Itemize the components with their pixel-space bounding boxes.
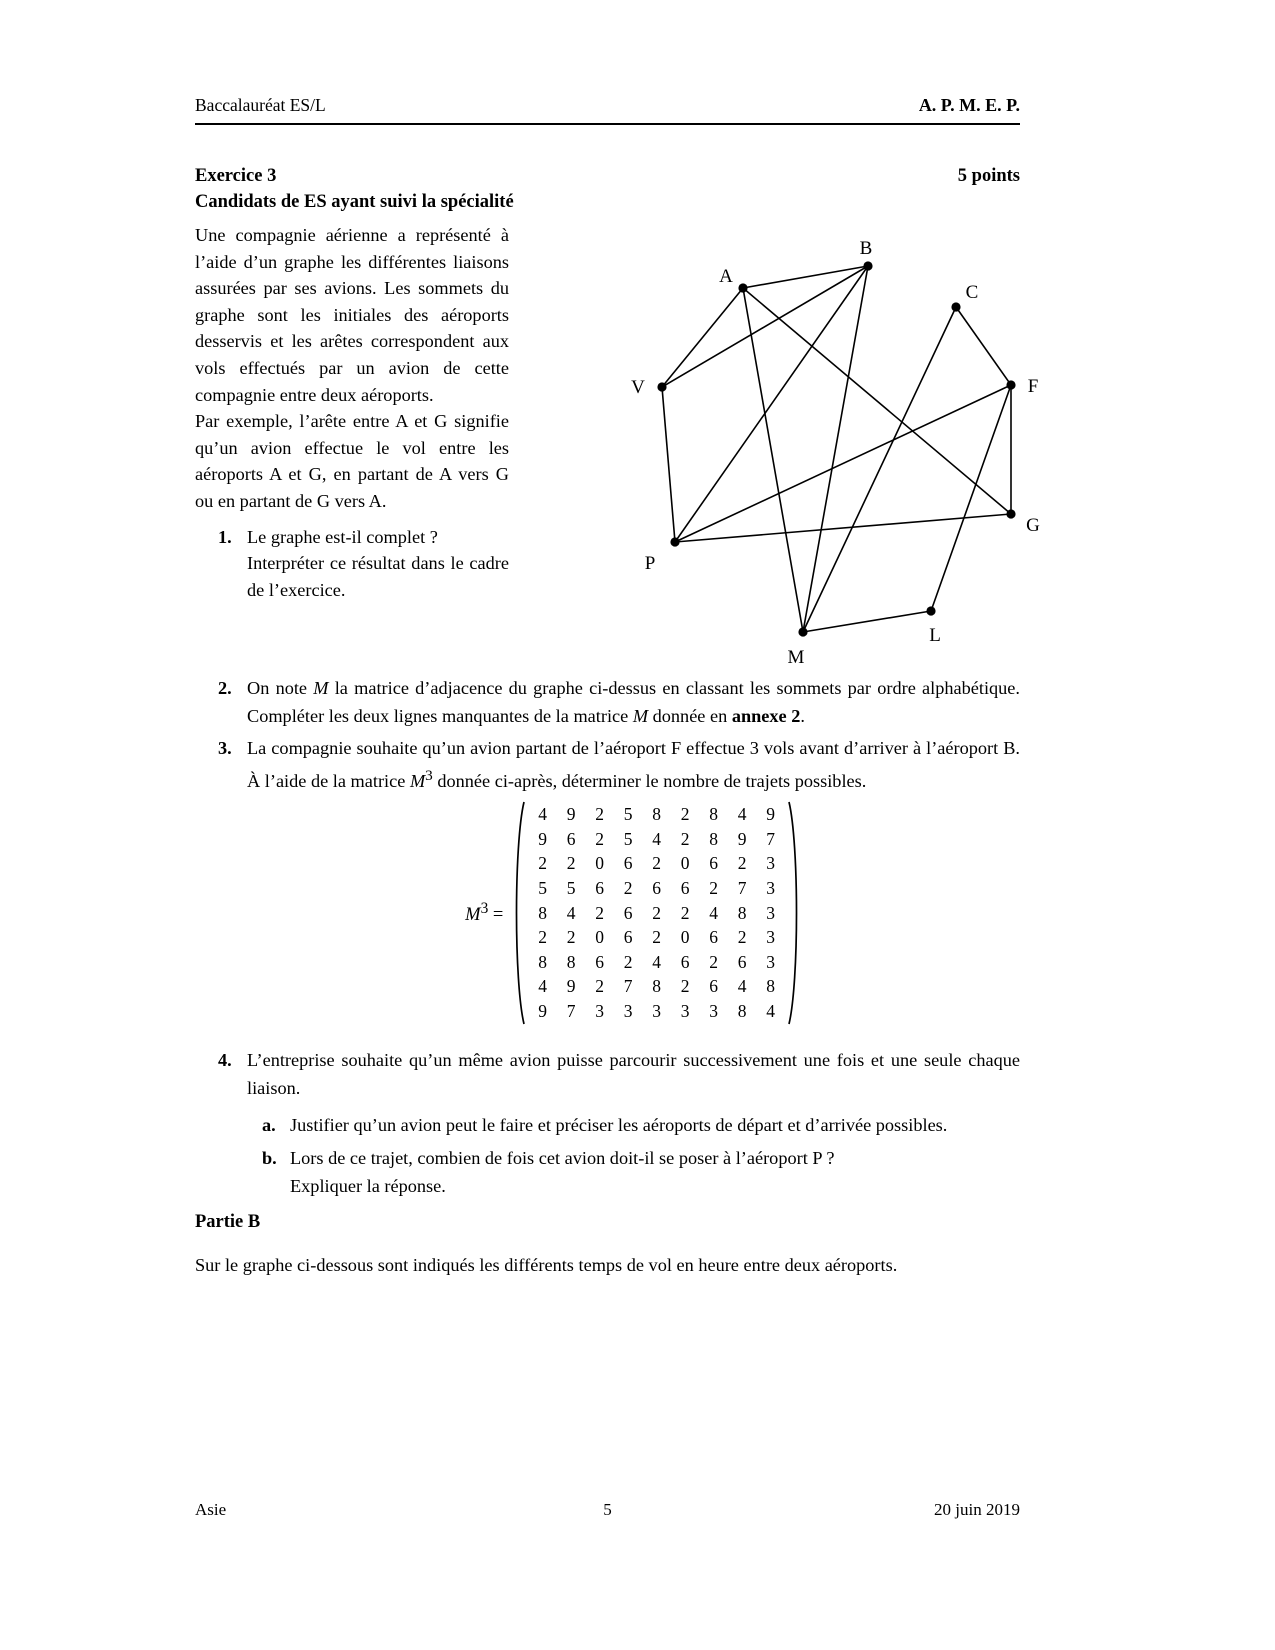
- matrix-cell-r5-c1: 8: [538, 902, 547, 923]
- matrix-cell-r1-c4: 5: [623, 804, 633, 825]
- graph-edge-F-L: [931, 385, 1011, 611]
- graph-vertex-label-B: B: [859, 238, 873, 259]
- question-4b-number: b.: [262, 1148, 277, 1168]
- intro-section: [195, 222, 1040, 692]
- matrix-cell-r3-c6: 0: [680, 853, 690, 874]
- matrix-m3-block: [221, 798, 1046, 1028]
- graph-vertex-label-F: F: [1027, 376, 1039, 397]
- matrix-cell-r2-c5: 4: [652, 828, 661, 849]
- matrix-cell-r6-c5: 2: [652, 927, 661, 948]
- matrix-cell-r7-c7: 2: [709, 951, 718, 972]
- matrix-cell-r8-c6: 2: [680, 976, 690, 997]
- question-3: [195, 734, 1025, 795]
- exercise-subtitle: Candidats de ES ayant suivi la spécialité: [195, 192, 514, 212]
- graph-edge-A-M: [743, 288, 803, 632]
- question-4a-number: a.: [262, 1115, 276, 1135]
- matrix-cell-r3-c5: 2: [652, 853, 661, 874]
- matrix-cell-r4-c8: 7: [737, 877, 747, 898]
- question-1: [195, 524, 509, 604]
- graph-vertex-F: [1006, 380, 1015, 389]
- matrix-cell-r6-c2: 2: [566, 927, 576, 948]
- page-footer: [195, 1500, 1020, 1520]
- graph-vertex-label-C: C: [965, 282, 979, 303]
- matrix-cell-r8-c1: 4: [538, 976, 547, 997]
- matrix-cell-r1-c1: 4: [538, 804, 547, 825]
- matrix-cell-r4-c7: 2: [709, 877, 718, 898]
- matrix-cell-r5-c4: 6: [623, 902, 633, 923]
- exercise-points: 5 points: [957, 166, 1020, 186]
- graph-vertex-A: [738, 283, 747, 292]
- graph-vertex-M: [798, 627, 807, 636]
- matrix-cell-r2-c6: 2: [680, 828, 690, 849]
- graph-vertex-label-G: G: [1026, 515, 1040, 536]
- matrix-cell-r9-c4: 3: [623, 1000, 633, 1021]
- matrix-cell-r8-c8: 4: [737, 976, 747, 997]
- graph-edge-C-M: [803, 307, 956, 632]
- question-3-number: 3.: [218, 738, 232, 758]
- header-right: A. P. M. E. P.: [918, 95, 1020, 115]
- matrix-cell-r8-c7: 6: [709, 976, 718, 997]
- matrix-cell-r3-c2: 2: [566, 853, 576, 874]
- question-4-text: L’entreprise souhaite qu’un même avion puisse parcourir successivement une fois et une seule chaque liaison.: [247, 1050, 1020, 1098]
- intro-paragraph-1: Une compagnie aérienne a représenté à l’aide d’un graphe les différentes liaisons assurées par ses avions. Les sommets du graphe sont les initiales des aéroports desservis et les arêtes correspondent aux vols effectués par un avion de cette compagnie entre deux aéroports.: [195, 225, 509, 405]
- question-4: [195, 1046, 1025, 1102]
- matrix-cell-r8-c9: 8: [766, 976, 775, 997]
- matrix-cell-r9-c2: 7: [566, 1000, 576, 1021]
- matrix-right-paren: [787, 798, 802, 1028]
- matrix-cell-r3-c1: 2: [538, 853, 547, 874]
- matrix-cell-r6-c3: 0: [595, 927, 604, 948]
- question-1-line2: Interpréter ce résultat dans le cadre de l’exercice.: [247, 553, 509, 600]
- intro-paragraph-2: Par exemple, l’arête entre A et G signifie qu’un avion effectue le vol entre les aéroports A et G, en partant de A vers G ou en partant de G vers A.: [195, 411, 509, 511]
- matrix-cell-r4-c1: 5: [538, 877, 547, 898]
- graph-edge-C-F: [956, 307, 1011, 385]
- matrix-cell-r7-c3: 6: [595, 951, 604, 972]
- matrix-cell-r3-c7: 6: [709, 853, 718, 874]
- graph-edge-B-M: [803, 266, 868, 632]
- graph-edge-P-V: [662, 387, 675, 542]
- exercise-heading: [195, 166, 1020, 187]
- matrix-cell-r4-c9: 3: [766, 877, 775, 898]
- matrix-cell-r3-c8: 2: [737, 853, 747, 874]
- matrix-cell-r7-c1: 8: [538, 951, 547, 972]
- intro-text-column: [195, 222, 509, 603]
- matrix-cell-r7-c2: 8: [566, 951, 576, 972]
- graph-vertex-B: [863, 261, 872, 270]
- graph-vertex-C: [951, 302, 960, 311]
- graph-vertex-label-M: M: [787, 647, 805, 668]
- airport-graph-figure: [580, 230, 1080, 685]
- matrix-cell-r2-c9: 7: [766, 828, 775, 849]
- graph-vertex-label-L: L: [929, 625, 941, 646]
- matrix-cell-r1-c3: 2: [595, 804, 604, 825]
- part-b-text: Sur le graphe ci-dessous sont indiqués les différents temps de vol en heure entre deux aéroports.: [195, 1255, 898, 1275]
- graph-edge-B-P: [675, 266, 868, 542]
- graph-vertex-P: [670, 537, 679, 546]
- matrix-cell-r9-c9: 4: [766, 1000, 775, 1021]
- footer-page-number: 5: [603, 1500, 612, 1519]
- matrix-cell-r1-c7: 8: [709, 804, 718, 825]
- matrix-cell-r8-c2: 9: [566, 976, 576, 997]
- matrix-cell-r8-c4: 7: [623, 976, 633, 997]
- question-2: [195, 674, 1025, 730]
- exercise-title: Exercice 3: [195, 166, 277, 186]
- matrix-cell-r7-c5: 4: [652, 951, 661, 972]
- matrix-cell-r3-c3: 0: [595, 853, 604, 874]
- matrix-cell-r4-c5: 6: [652, 877, 661, 898]
- graph-vertex-G: [1006, 509, 1015, 518]
- matrix-cell-r5-c9: 3: [766, 902, 775, 923]
- part-b-title: Partie B: [195, 1212, 261, 1232]
- matrix-cell-r1-c2: 9: [566, 804, 576, 825]
- matrix-cell-r4-c3: 6: [595, 877, 604, 898]
- matrix-cell-r9-c3: 3: [595, 1000, 604, 1021]
- matrix-cell-r2-c1: 9: [538, 828, 547, 849]
- question-4b-text: Lors de ce trajet, combien de fois cet avion doit-il se poser à l’aéroport P ? Expliquer la réponse.: [290, 1148, 835, 1196]
- matrix-cell-r6-c7: 6: [709, 927, 718, 948]
- graph-edge-L-M: [803, 611, 931, 632]
- question-2-number: 2.: [218, 678, 232, 698]
- matrix-cell-r2-c3: 2: [595, 828, 604, 849]
- footer-location: Asie: [195, 1500, 227, 1519]
- matrix-cell-r7-c4: 2: [623, 951, 633, 972]
- graph-edge-A-G: [743, 288, 1011, 514]
- question-4a-text: Justifier qu’un avion peut le faire et préciser les aéroports de départ et d’arrivée possibles.: [290, 1115, 948, 1135]
- graph-vertex-label-A: A: [719, 266, 733, 287]
- matrix-values-grid: [528, 802, 785, 1023]
- question-2-text: On note M la matrice d’adjacence du graphe ci-dessus en classant les sommets par ordre alphabétique. Compléter les deux lignes manquantes de la matrice M donnée en annexe 2.: [247, 678, 1020, 726]
- question-1-number: 1.: [218, 526, 232, 547]
- matrix-cell-r1-c8: 4: [737, 804, 747, 825]
- matrix-cell-r9-c5: 3: [652, 1000, 661, 1021]
- matrix-cell-r6-c1: 2: [538, 927, 547, 948]
- graph-vertex-label-V: V: [631, 377, 645, 398]
- matrix-cell-r4-c2: 5: [566, 877, 576, 898]
- matrix-cell-r9-c1: 9: [538, 1000, 547, 1021]
- matrix-cell-r8-c3: 2: [595, 976, 604, 997]
- matrix-cell-r3-c4: 6: [623, 853, 633, 874]
- graph-edge-A-V: [662, 288, 743, 387]
- matrix-cell-r7-c9: 3: [766, 951, 775, 972]
- matrix-cell-r2-c7: 8: [709, 828, 718, 849]
- matrix-cell-r5-c7: 4: [709, 902, 718, 923]
- matrix-cell-r1-c6: 2: [680, 804, 690, 825]
- graph-vertex-V: [657, 382, 666, 391]
- matrix-cell-r6-c9: 3: [766, 927, 775, 948]
- matrix-cell-r5-c8: 8: [737, 902, 747, 923]
- graph-vertex-label-P: P: [644, 553, 656, 574]
- matrix-cell-r6-c8: 2: [737, 927, 747, 948]
- question-4b: [195, 1144, 1025, 1200]
- matrix-cell-r3-c9: 3: [766, 853, 775, 874]
- graph-vertex-L: [926, 606, 935, 615]
- matrix-label: $M^3$ =: [465, 899, 504, 926]
- page-header: [195, 95, 1020, 125]
- matrix-cell-r9-c7: 3: [709, 1000, 718, 1021]
- matrix-cell-r1-c9: 9: [766, 804, 775, 825]
- matrix-cell-r5-c5: 2: [652, 902, 661, 923]
- question-4a: [195, 1111, 1025, 1139]
- matrix-cell-r9-c6: 3: [680, 1000, 690, 1021]
- header-left: Baccalauréat ES/L: [195, 95, 326, 115]
- matrix-cell-r2-c4: 5: [623, 828, 633, 849]
- footer-date: 20 juin 2019: [934, 1500, 1020, 1519]
- matrix-cell-r6-c6: 0: [680, 927, 690, 948]
- annexe-2-ref: annexe 2: [731, 706, 801, 726]
- question-1-line1: Le graphe est-il complet ?: [247, 526, 438, 547]
- question-4-number: 4.: [218, 1050, 232, 1070]
- matrix-cell-r5-c3: 2: [595, 902, 604, 923]
- matrix-cell-r1-c5: 8: [652, 804, 661, 825]
- matrix-cell-r7-c8: 6: [737, 951, 747, 972]
- matrix-cell-r6-c4: 6: [623, 927, 633, 948]
- matrix-cell-r5-c2: 4: [566, 902, 576, 923]
- matrix-cell-r4-c6: 6: [680, 877, 690, 898]
- matrix-cell-r8-c5: 8: [652, 976, 661, 997]
- matrix-cell-r2-c8: 9: [737, 828, 747, 849]
- matrix-cell-r5-c6: 2: [680, 902, 690, 923]
- matrix-left-paren: [511, 798, 526, 1028]
- matrix-cell-r4-c4: 2: [623, 877, 633, 898]
- airport-graph-svg: [580, 230, 1080, 685]
- matrix-cell-r9-c8: 8: [737, 1000, 747, 1021]
- question-3-text: La compagnie souhaite qu’un avion partant de l’aéroport F effectue 3 vols avant d’arriver à l’aéroport B. À l’aide de la matrice $M^3$ donnée ci-après, déterminer le nombre de trajets possibles.: [247, 738, 1020, 792]
- matrix-cell-r7-c6: 6: [680, 951, 690, 972]
- matrix-cell-r2-c2: 6: [566, 828, 576, 849]
